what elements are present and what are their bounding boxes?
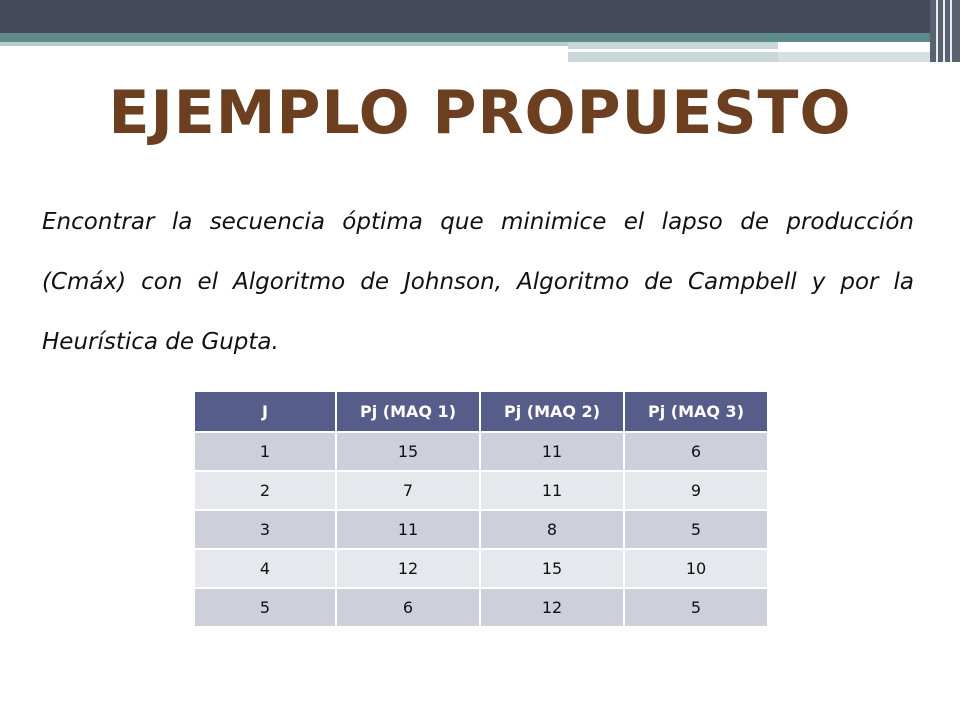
- table-cell: 12: [480, 588, 624, 627]
- header-maq3: Pj (MAQ 3): [624, 391, 768, 432]
- table-cell: 3: [194, 510, 336, 549]
- table-cell: 5: [624, 510, 768, 549]
- corner-stripe: [936, 0, 938, 62]
- table-cell: 4: [194, 549, 336, 588]
- header-maq2: Pj (MAQ 2): [480, 391, 624, 432]
- right-corner-stripes: [930, 0, 960, 62]
- table-cell: 12: [336, 549, 480, 588]
- table-cell: 11: [480, 471, 624, 510]
- processing-times-table: [193, 390, 769, 628]
- table-cell: 10: [624, 549, 768, 588]
- table-cell: 5: [624, 588, 768, 627]
- table-cell: 1: [194, 432, 336, 471]
- top-decorative-band: [0, 0, 960, 33]
- table-cell: 6: [336, 588, 480, 627]
- table-cell: 15: [336, 432, 480, 471]
- table-row: [194, 432, 768, 471]
- table-cell: 8: [480, 510, 624, 549]
- table-header-row: [194, 391, 768, 432]
- header-j: J: [194, 391, 336, 432]
- table-cell: 15: [480, 549, 624, 588]
- table-cell: 9: [624, 471, 768, 510]
- corner-stripe: [943, 0, 945, 62]
- table-cell: 7: [336, 471, 480, 510]
- corner-stripe: [950, 0, 952, 62]
- table-cell: 11: [336, 510, 480, 549]
- top-teal-stripe: [0, 33, 960, 42]
- table-cell: 11: [480, 432, 624, 471]
- table-row: [194, 471, 768, 510]
- slide-title: EJEMPLO PROPUESTO: [108, 78, 852, 148]
- table-row: [194, 510, 768, 549]
- table-row: [194, 549, 768, 588]
- table-cell: 2: [194, 471, 336, 510]
- table-cell: 5: [194, 588, 336, 627]
- top-step-stripe: [568, 42, 778, 62]
- table-cell: 6: [624, 432, 768, 471]
- table-row: [194, 588, 768, 627]
- slide-body-text: Encontrar la secuencia óptima que minimice el lapso de producción (Cmáx) con el Algoritmo de Johnson, Algoritmo de Campbell y por la Heurística de Gupta.: [42, 209, 914, 355]
- top-light-stripe: [0, 42, 568, 46]
- header-maq1: Pj (MAQ 1): [336, 391, 480, 432]
